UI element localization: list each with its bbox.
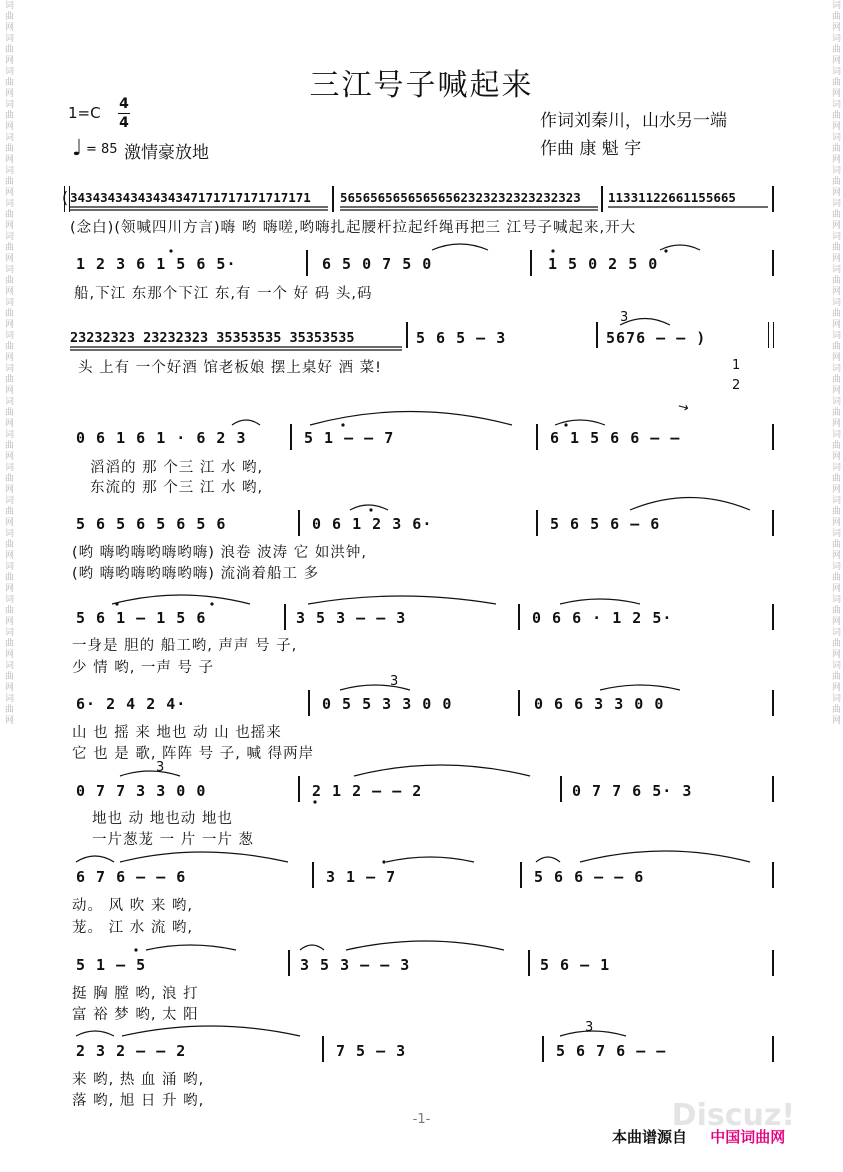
measure-6-2: 3 5 3 – – 3 — [296, 609, 407, 627]
lyrics-line-verse-1: 挺 胸 膛 哟, 浪 打 — [72, 986, 199, 1002]
measure-2-2: 6 5 0 7 5 0 — [322, 255, 433, 273]
measure-6-3: 0 6 6 · 1 2 5· — [532, 609, 673, 627]
lyrics-line-verse-1: 山 也 摇 来 地也 动 山 也摇来 — [72, 725, 282, 741]
tempo-value: = 85 — [86, 142, 118, 157]
lyrics-line-verse-1: 滔滔的 那 个三 江 水 哟, — [90, 460, 264, 476]
measure-5-1: 5 6 5 6 5 6 5 6 — [76, 515, 227, 533]
measure-7-2: 0 5 5 3 3 0 0 — [322, 695, 453, 713]
measure-4-3: 6 1 5 6 6 – – — [550, 429, 681, 447]
arrow-icon: ↘ — [674, 398, 692, 417]
lyrics-line-verse-1: 地也 动 地也动 地也 — [92, 811, 233, 827]
measure-4-1: 0 6 1 6 1 · 6 2 3 — [76, 429, 247, 447]
measure-5-2: 0 6 1 2 3 6· — [312, 515, 433, 533]
time-signature-top: 4 — [119, 96, 129, 112]
footer-source — [612, 1126, 785, 1147]
left-side-watermark: 词曲网词曲网词曲网词曲网词曲网词曲网词曲网词曲网词曲网词曲网词曲网词曲网词曲网词曲网词曲网词曲网词曲网词曲网词曲网词曲网词曲网词曲网 — [3, 0, 13, 726]
lyrics-line-verse-2: (哟 嗨哟嗨哟嗨哟嗨) 流淌着船工 多 — [72, 566, 320, 582]
lyrics-line-verse-2: 茏。 江 水 流 哟, — [72, 920, 194, 936]
triplet-mark: 3 — [585, 1020, 594, 1035]
measure-7-1: 6· 2 4 2 4· — [76, 695, 187, 713]
lyrics-line-verse-1: 动。 风 吹 来 哟, — [72, 898, 194, 914]
measure-11-1: 2 3 2 – – 2 — [76, 1042, 187, 1060]
volta-2: 2 — [732, 378, 741, 393]
song-title: 三江号子喊起来 — [309, 68, 534, 103]
measure-8-1: 0 7 7 3 3 0 0 — [76, 782, 207, 800]
measure-3-3: 5676 – – ) — [606, 329, 707, 347]
measure-8-2: 2 1 2 – – 2 — [312, 782, 423, 800]
measure-10-1: 5 1 – 5 — [76, 956, 147, 974]
measure-9-3: 5 6 6 – – 6 — [534, 868, 645, 886]
right-side-watermark: 词曲网词曲网词曲网词曲网词曲网词曲网词曲网词曲网词曲网词曲网词曲网词曲网词曲网词曲网词曲网词曲网词曲网词曲网词曲网词曲网词曲网词曲网 — [830, 0, 840, 726]
lyrics-line-verse-1: 来 哟, 热 血 涌 哟, — [72, 1072, 205, 1088]
measure-8-3: 0 7 7 6 5· 3 — [572, 782, 693, 800]
composer-credit: 作曲 康 魁 宇 — [540, 139, 642, 159]
footer-source-label: 本曲谱源自 — [612, 1128, 688, 1146]
volta-1: 1 — [732, 358, 741, 373]
expression-marking: 激情豪放地 — [124, 143, 209, 163]
lyricist-credit: 作词刘秦川，山水另一端 — [540, 111, 727, 131]
intro-bracket: ( — [60, 188, 71, 207]
lyrics-line-verse-2: 富 裕 梦 哟, 太 阳 — [72, 1007, 199, 1023]
key-signature: 1=C — [68, 104, 101, 122]
measure-10-2: 3 5 3 – – 3 — [300, 956, 411, 974]
time-signature-bottom: 4 — [119, 115, 129, 131]
lyrics-line-verse-2: 一片葱茏 一 片 一片 葱 — [92, 832, 254, 848]
measure-4-2: 5 1 – – 7 — [304, 429, 395, 447]
measure-6-1: 5 6 1 – 1 5 6 — [76, 609, 207, 627]
lyrics-line-verse-1: 一身是 胆的 船工哟, 声声 号 子, — [72, 638, 298, 654]
lyrics-line: (念白)(领喊四川方言)嗨 哟 嗨嗟,哟嗨扎起腰杆拉起纤绳再把三 江号子喊起来,开大 — [70, 220, 637, 236]
lyrics-line: 船,下江 东那个下江 东,有 一个 好 码 头,码 — [74, 286, 373, 302]
lyrics-line-verse-2: 落 哟, 旭 日 升 哟, — [72, 1093, 205, 1109]
lyrics-line: 头 上有 一个好酒 馆老板娘 摆上桌好 酒 菜! — [78, 360, 382, 376]
measure-11-2: 7 5 – 3 — [336, 1042, 407, 1060]
measure-11-3: 5 6 7 6 – – — [556, 1042, 667, 1060]
triplet-mark: 3 — [156, 760, 165, 775]
discuz-watermark: Discuz! — [671, 1098, 795, 1133]
quarter-note-icon: ♩ — [72, 136, 83, 161]
measure-7-3: 0 6 6 3 3 0 0 — [534, 695, 665, 713]
page-number: -1- — [412, 1112, 431, 1127]
measure-3-2: 5 6 5 – 3 — [416, 329, 507, 347]
lyrics-line-verse-1: (哟 嗨哟嗨哟嗨哟嗨) 浪卷 波涛 它 如洪钟, — [72, 545, 367, 561]
measure-1-2: 56565656565656562323232323232323 — [340, 190, 581, 205]
lyrics-line-verse-2: 它 也 是 歌, 阵阵 号 子, 喊 得两岸 — [72, 746, 315, 762]
measure-1-3: 11331122661155665 — [608, 190, 736, 205]
measure-3-1: 23232323 23232323 35353535 35353535 — [70, 330, 355, 346]
measure-2-1: 1 2 3 6 1 5 6 5· — [76, 255, 237, 273]
lyrics-line-verse-2: 东流的 那 个三 江 水 哟, — [90, 480, 264, 496]
measure-10-3: 5 6 – 1 — [540, 956, 611, 974]
lyrics-line-verse-2: 少 情 哟, 一声 号 子 — [72, 660, 215, 676]
measure-1-1: 34343434343434347171717171717171 — [70, 190, 311, 205]
footer-site-link[interactable]: 中国词曲网 — [710, 1128, 786, 1146]
measure-9-2: 3 1 – 7 — [326, 868, 397, 886]
triplet-mark: 3 — [390, 674, 399, 689]
measure-2-3: 1 5 0 2 5 0 — [548, 255, 659, 273]
measure-9-1: 6 7 6 – – 6 — [76, 868, 187, 886]
measure-5-3: 5 6 5 6 – 6 — [550, 515, 661, 533]
triplet-mark: 3 — [620, 310, 629, 325]
